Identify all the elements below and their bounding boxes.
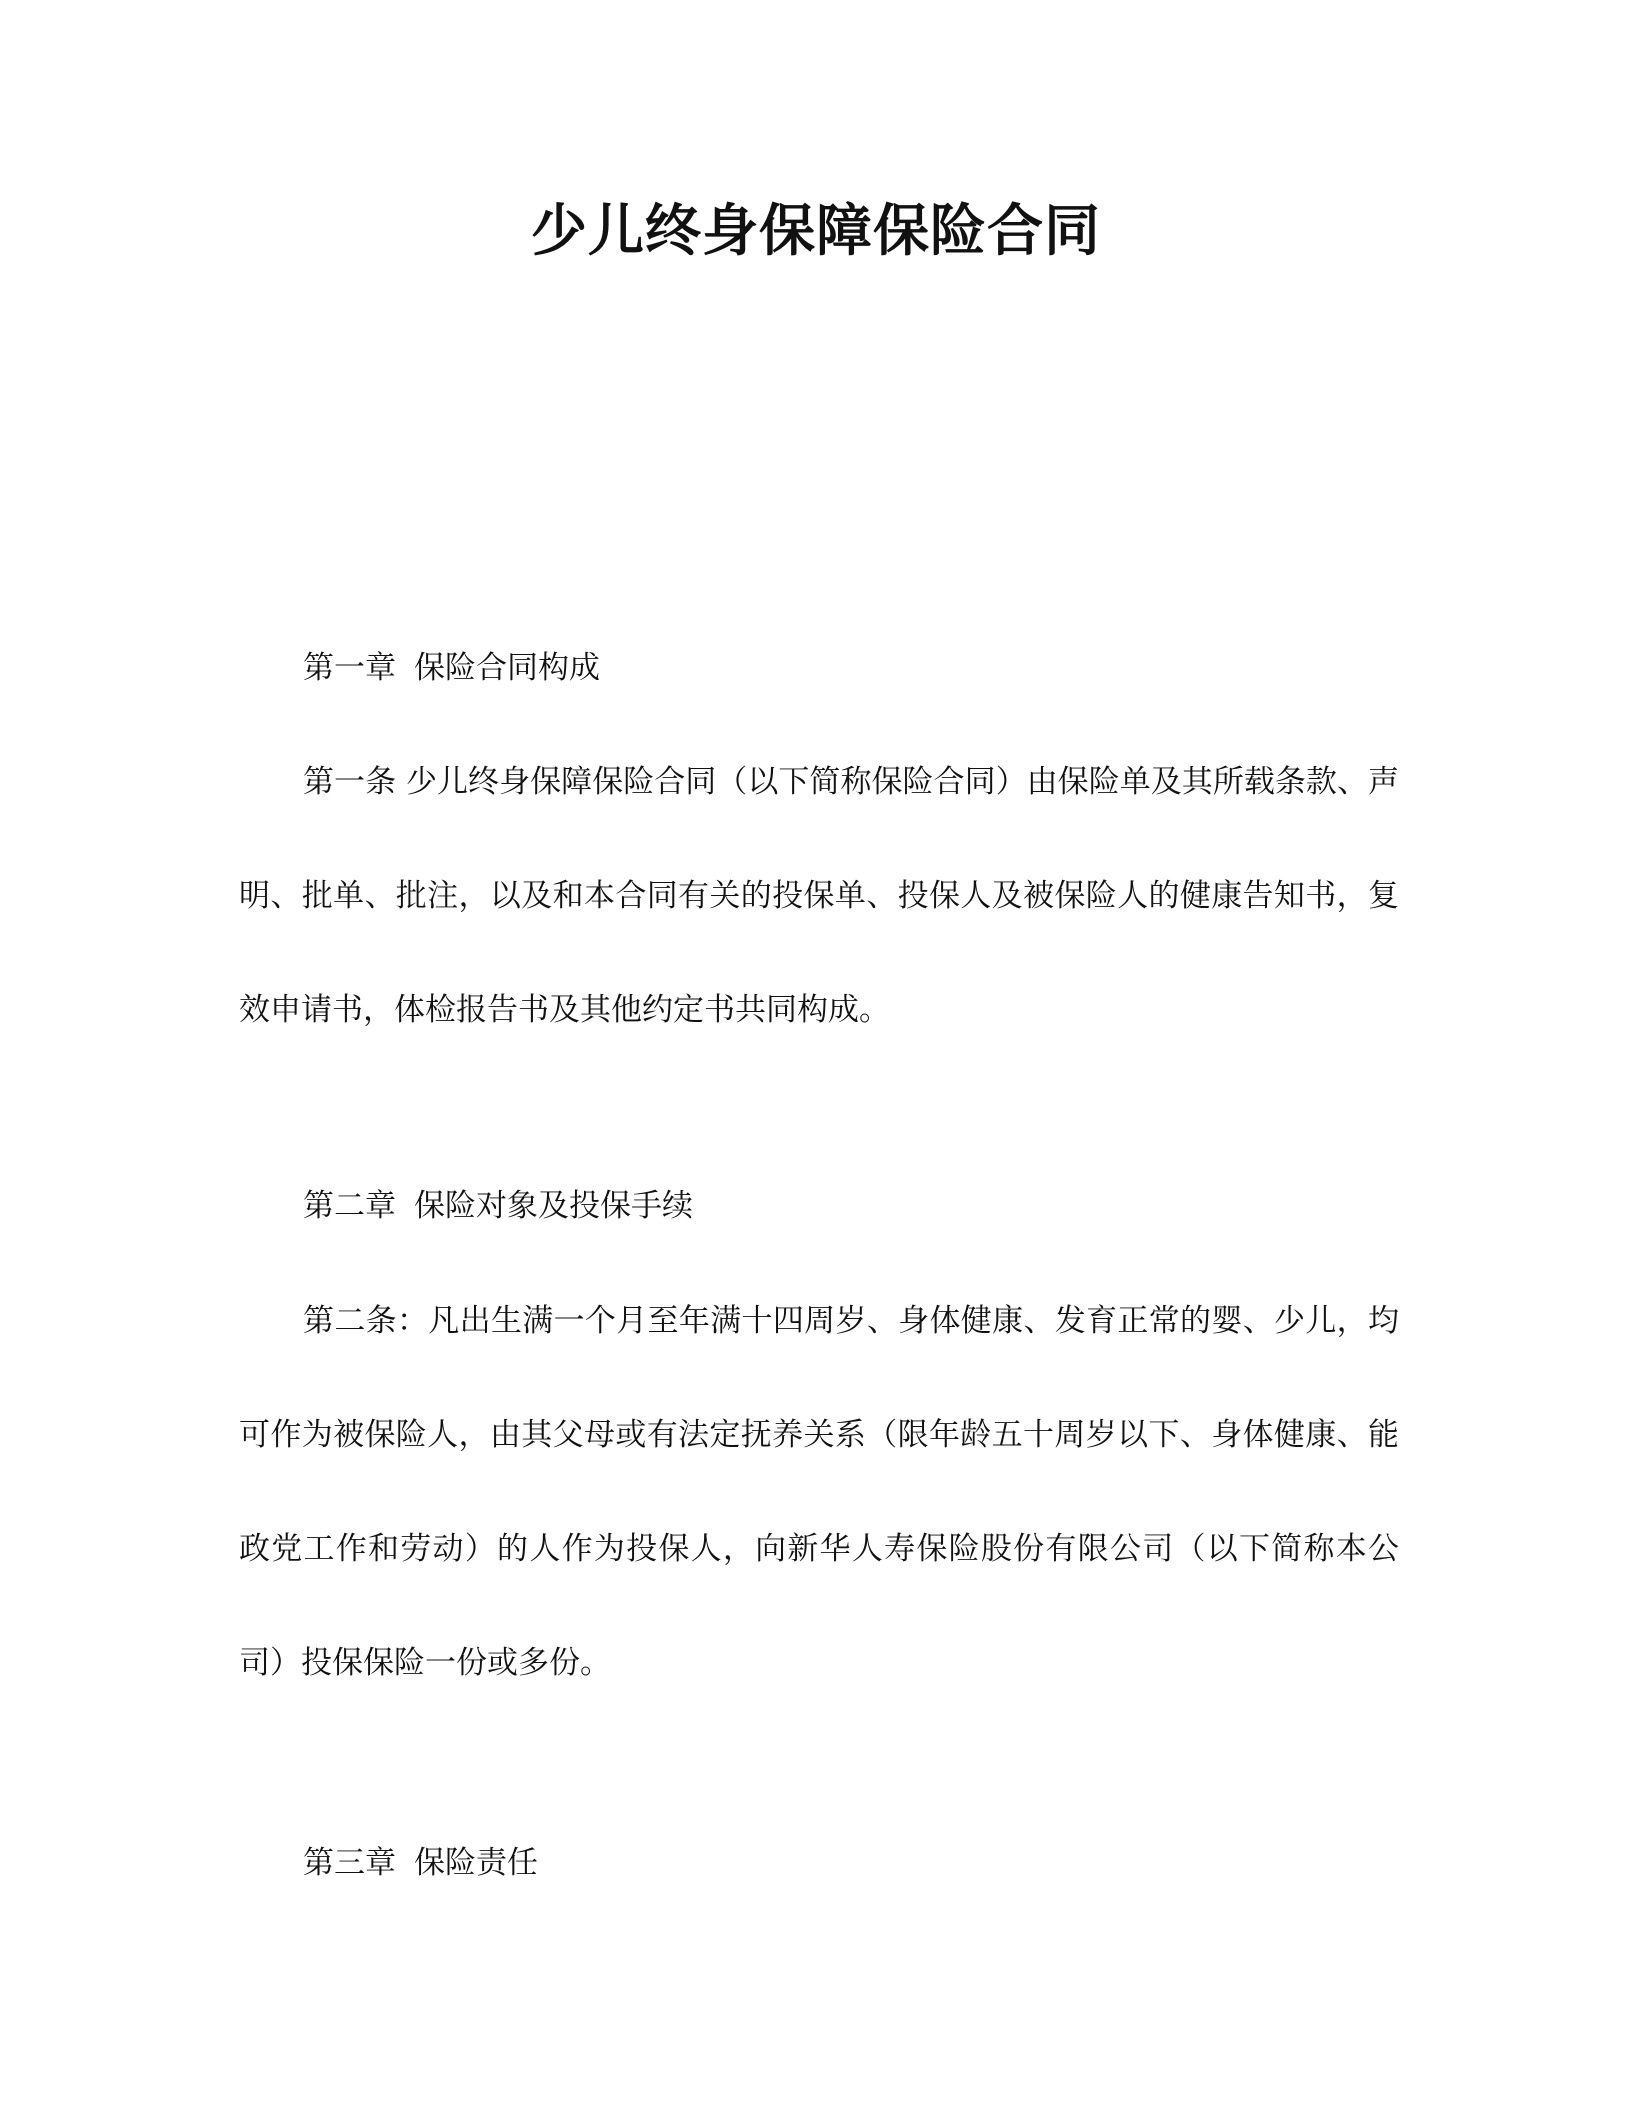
chapter-2-title: 保险对象及投保手续 bbox=[414, 1188, 693, 1224]
chapter-1-label: 第一章 bbox=[303, 650, 396, 686]
chapter-2-heading bbox=[303, 1186, 693, 1226]
chapter-1-title: 保险合同构成 bbox=[414, 650, 600, 686]
chapter-3-title: 保险责任 bbox=[414, 1845, 538, 1881]
document-title: 少儿终身保障保险合同 bbox=[531, 199, 1101, 264]
chapter-3-label: 第三章 bbox=[303, 1845, 396, 1881]
chapter-1-heading bbox=[303, 648, 600, 688]
article-1-paragraph: 第一条 少儿终身保障保险合同（以下简称保险合同）由保险单及其所载条款、声明、批单、批注，以及和本合同有关的投保单、投保人及被保险人的健康告知书，复效申请书，体检报告书及其他约定书共同构成。 bbox=[239, 764, 1399, 1028]
chapter-2-label: 第二章 bbox=[303, 1188, 396, 1224]
article-2-paragraph: 第二条：凡出生满一个月至年满十四周岁、身体健康、发育正常的婴、少儿，均可作为被保险人，由其父母或有法定抚养关系（限年龄五十周岁以下、身体健康、能政党工作和劳动）的人作为投保人，向新华人寿保险股份有限公司（以下简称本公司）投保保险一份或多份。 bbox=[239, 1303, 1399, 1681]
chapter-3-heading bbox=[303, 1843, 538, 1883]
